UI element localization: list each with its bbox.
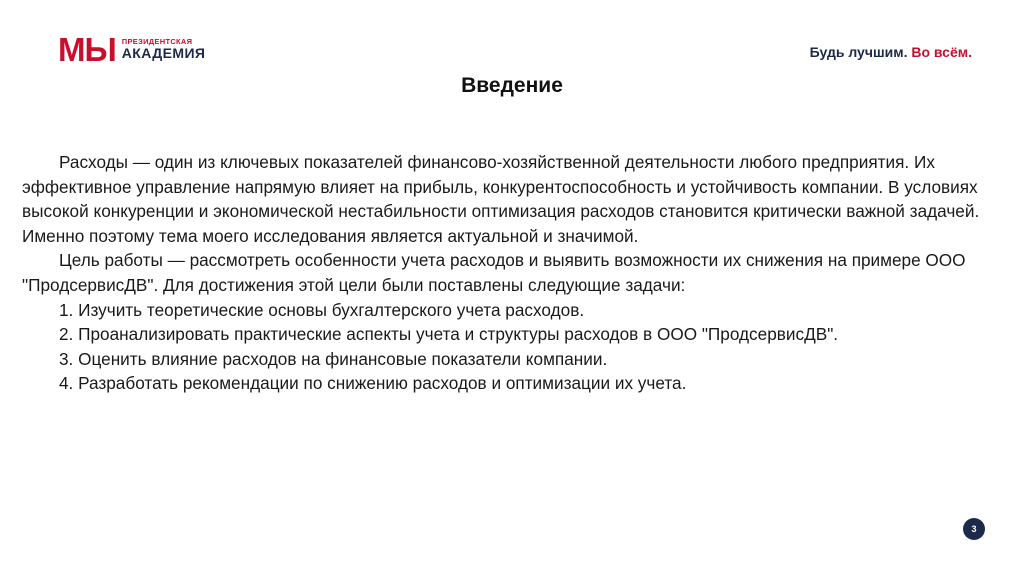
logo-line-academy: АКАДЕМИЯ <box>121 44 206 61</box>
task-item-1: 1. Изучить теоретические основы бухгалтерского учета расходов. <box>59 299 585 320</box>
task-item-4: 4. Разработать рекомендации по снижению расходов и оптимизации их учета. <box>59 373 687 394</box>
logo-line-president: ПРЕЗИДЕНТСКАЯ <box>121 36 193 46</box>
paragraph-goal: Цель работы — рассмотреть особенности учета расходов и выявить возможности их снижения на примере ООО "ПродсервисДВ". Для достижения этой цели были поставлены следующие задачи: <box>22 250 966 295</box>
slogan-part-2: Во всём. <box>911 44 972 60</box>
task-item-2: 2. Проанализировать практические аспекты учета и структуры расходов в ООО "ПродсервисДВ". <box>59 324 839 345</box>
slide-title: Введение <box>461 74 563 97</box>
logo-mark: МЫ <box>58 30 116 68</box>
slogan-part-1: Будь лучшим. <box>809 44 908 60</box>
page-number-badge: 3 <box>963 518 985 540</box>
logo-text <box>122 38 206 61</box>
slogan <box>810 44 972 60</box>
presidential-academy-logo <box>58 32 205 66</box>
slide-body <box>22 150 982 396</box>
task-item-3: 3. Оценить влияние расходов на финансовые показатели компании. <box>59 348 608 369</box>
paragraph-intro: Расходы — один из ключевых показателей финансово-хозяйственной деятельности любого предприятия. Их эффективное управление напрямую влияет на прибыль, конкурентоспособность и устойчивость компании. В условиях высокой конкуренции и экономической нестабильности оптимизация расходов становится критически важной задачей. Именно поэтому тема моего исследования является актуальной и значимой. <box>22 152 980 246</box>
